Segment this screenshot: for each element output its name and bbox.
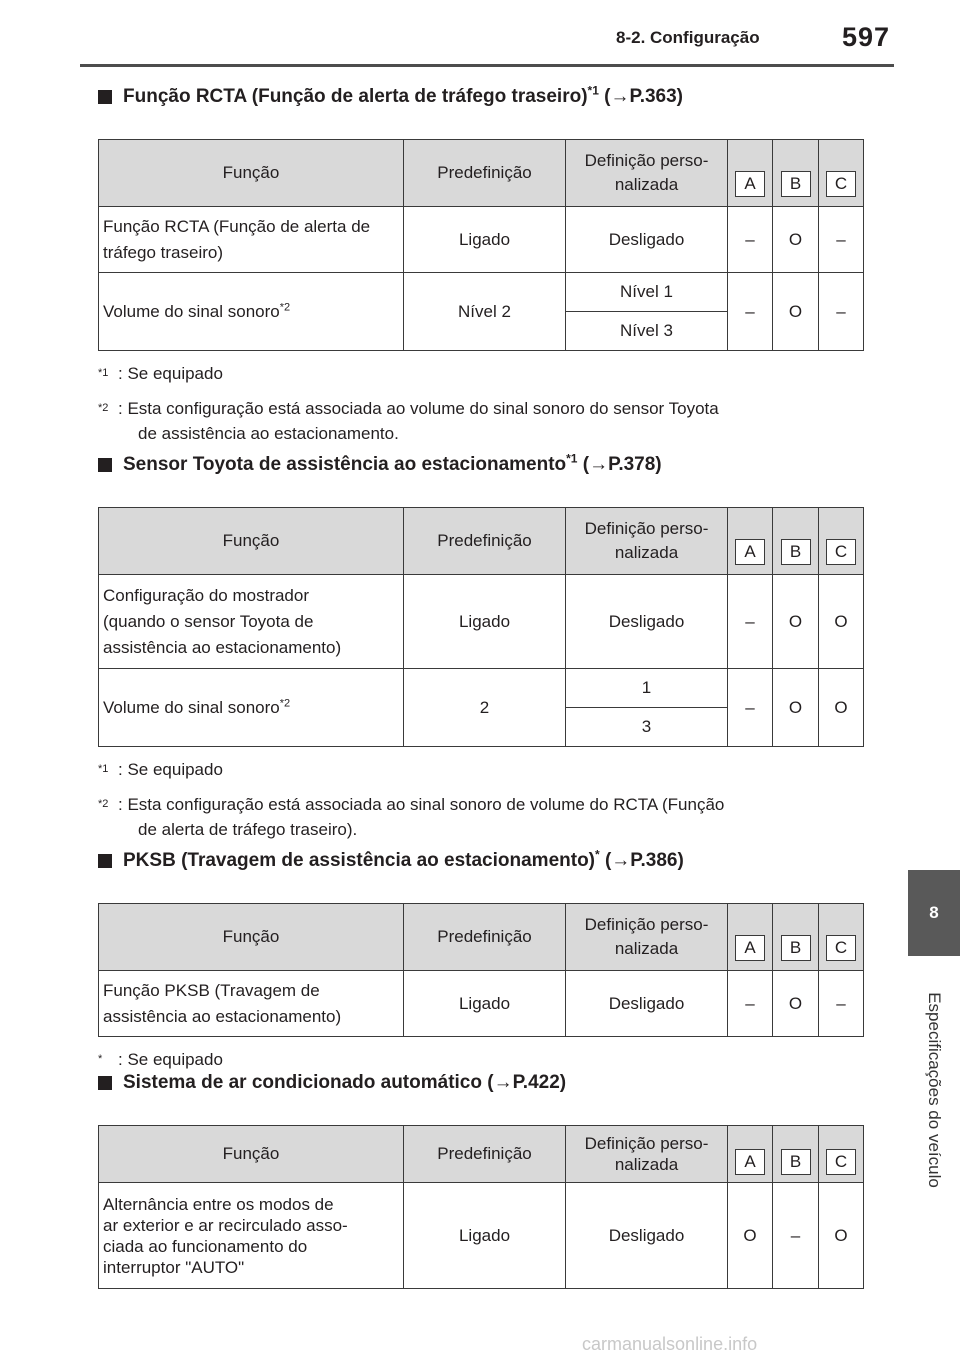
- column-b-label: B: [781, 171, 811, 197]
- section-air-conditioning: [98, 1068, 863, 1289]
- footnote: *2 : Esta configuração está associada ao sinal sonoro de volume do RCTA (Função de alerta de tráfego traseiro).: [98, 795, 725, 839]
- column-a-label: A: [735, 539, 765, 565]
- square-bullet-icon: [98, 90, 112, 104]
- table-row: Volume do sinal sonoro$^{*2}$ Nível 2 Nível 1 Nível 3 – O –: [99, 273, 864, 351]
- table-header-row: Função Predefinição Definição perso- nalizada A B C: [99, 904, 864, 971]
- page-reference: (→P.363): [604, 86, 684, 107]
- column-b-label: B: [781, 539, 811, 565]
- footnotes: [98, 757, 863, 842]
- page-reference: (→P.378): [582, 454, 662, 475]
- section-rcta: [98, 82, 863, 456]
- square-bullet-icon: [98, 1076, 112, 1090]
- page-reference: (→P.386): [604, 850, 684, 871]
- section-pksb: [98, 846, 863, 1082]
- page-number: 597: [842, 22, 891, 52]
- chapter-tab: 8: [908, 870, 960, 956]
- header-rule: [80, 64, 894, 67]
- section-title: Sensor Toyota de assistência ao estacionamento$^{*1}$ (→P.378): [98, 450, 863, 480]
- settings-table: [98, 903, 864, 1037]
- table-row: Configuração do mostrador (quando o sensor Toyota de assistência ao estacionamento) Ligado Desligado – O O: [99, 575, 864, 669]
- footnotes: [98, 361, 863, 446]
- square-bullet-icon: [98, 854, 112, 868]
- table-header-row: Função Predefinição Definição perso- nalizada A B C: [99, 1126, 864, 1183]
- column-a-label: A: [735, 1149, 765, 1175]
- column-c-label: C: [826, 935, 856, 961]
- settings-table: [98, 507, 864, 747]
- footnote: *2 : Esta configuração está associada ao volume do sinal sonoro do sensor Toyota de assistência ao estacionamento.: [98, 399, 719, 443]
- section-title: Função RCTA (Função de alerta de tráfego traseiro)$^{*1}$ (→P.363): [98, 82, 863, 112]
- square-bullet-icon: [98, 458, 112, 472]
- chapter-label: Especificações do veículo: [925, 992, 944, 1188]
- column-c-label: C: [826, 1149, 856, 1175]
- column-c-label: C: [826, 539, 856, 565]
- footnote: *1 : Se equipado: [98, 364, 223, 383]
- column-c-label: C: [826, 171, 856, 197]
- section-title: PKSB (Travagem de assistência ao estacionamento)* (→P.386): [98, 846, 863, 876]
- table-header-row: Função Predefinição Definição perso- nalizada A B C: [99, 140, 864, 207]
- table-row: Função PKSB (Travagem de assistência ao estacionamento) Ligado Desligado – O –: [99, 971, 864, 1037]
- column-b-label: B: [781, 935, 811, 961]
- page-reference: (→P.422): [487, 1072, 567, 1093]
- section-title: Sistema de ar condicionado automático (→P.422): [98, 1068, 863, 1098]
- footnote: * : Se equipado: [98, 1050, 223, 1069]
- settings-table: [98, 139, 864, 351]
- section-parking-sensor: [98, 450, 863, 852]
- table-row: Alternância entre os modos de ar exterior e ar recirculado asso- ciada ao funcionamento do interruptor "AUTO" Ligado Desligado O – O: [99, 1183, 864, 1289]
- column-b-label: B: [781, 1149, 811, 1175]
- column-a-label: A: [735, 171, 765, 197]
- section-header-title: 8-2. Configuração: [616, 28, 760, 47]
- watermark: carmanualsonline.info: [582, 1334, 758, 1354]
- footnote: *1 : Se equipado: [98, 760, 223, 779]
- table-row: Volume do sinal sonoro$^{*2}$ 2 1 3 – O O: [99, 669, 864, 747]
- column-a-label: A: [735, 935, 765, 961]
- table-header-row: Função Predefinição Definição perso- nalizada A B C: [99, 508, 864, 575]
- settings-table: [98, 1125, 864, 1289]
- table-row: Função RCTA (Função de alerta de tráfego traseiro) Ligado Desligado – O –: [99, 207, 864, 273]
